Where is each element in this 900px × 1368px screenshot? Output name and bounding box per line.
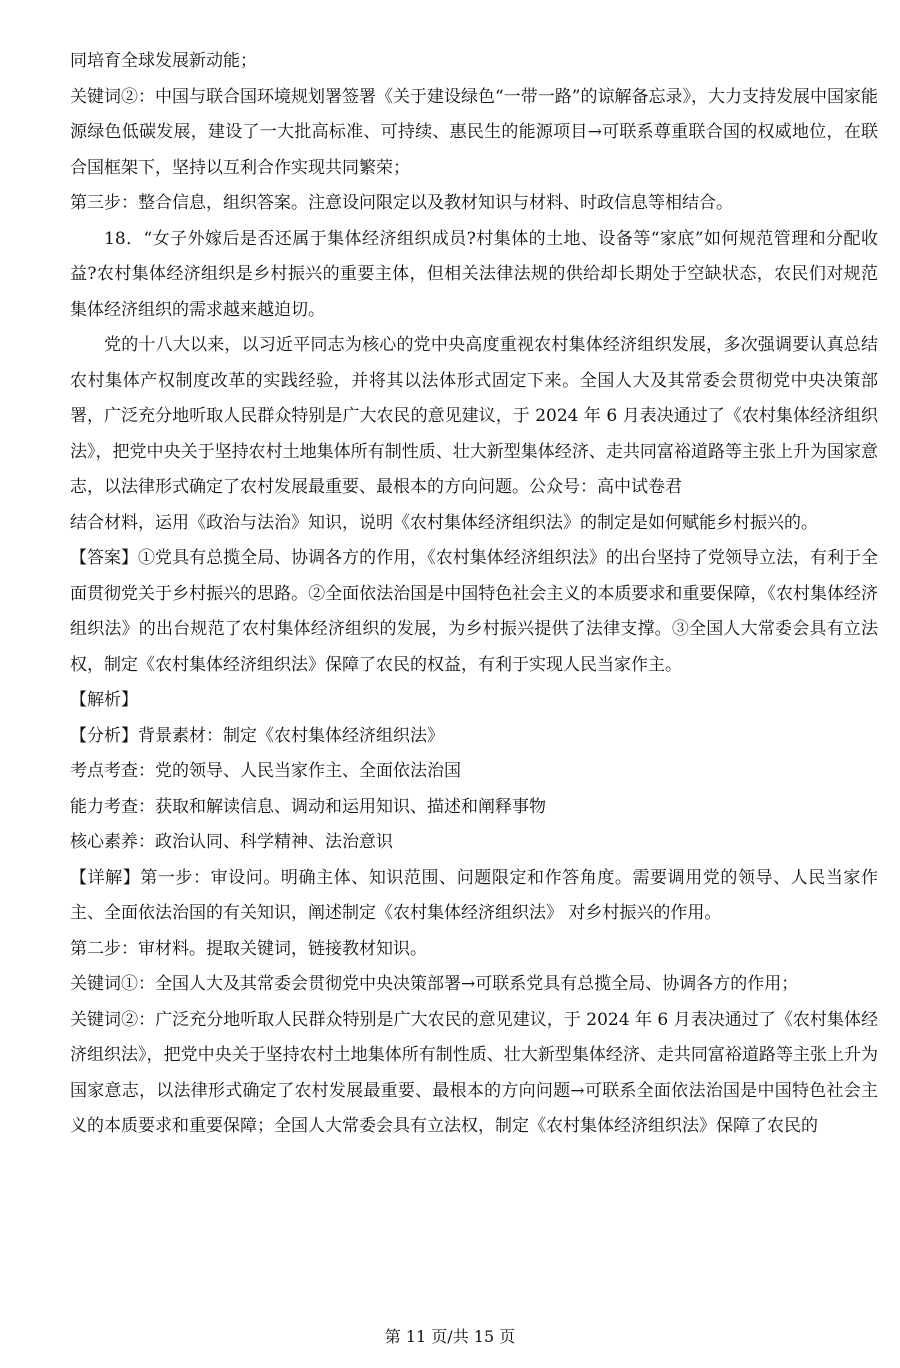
paragraph-analysis-background: 【分析】背景素材：制定《农村集体经济组织法》: [70, 725, 444, 746]
document-body: [70, 44, 878, 1145]
paragraph-detail-step-1: 【详解】第一步：审设问。明确主体、知识范围、问题限定和作答角度。需要调用党的领导、人民当家作主、全面依法治国的有关知识，阐述制定《农村集体经济组织法》 对乡村振兴的作用。: [70, 867, 878, 923]
paragraph-analysis-heading: 【解析】: [70, 690, 138, 710]
paragraph-answer: 【答案】①党具有总揽全局、协调各方的作用，《农村集体经济组织法》的出台坚持了党领导立法，有利于全面贯彻党关于乡村振兴的思路。②全面依法治国是中国特色社会主义的本质要求和重要保障，《农村集体经济组织法》的出台规范了农村集体经济组织的发展，为乡村振兴提供了法律支撑。③全国人大常委会具有立法权，制定《农村集体经济组织法》保障了农民的权益，有利于实现人民当家作主。: [70, 548, 878, 675]
page-footer: 第 11 页/共 15 页: [384, 1327, 516, 1346]
paragraph-question-prompt: 结合材料，运用《政治与法治》知识，说明《农村集体经济组织法》的制定是如何赋能乡村振兴的。: [70, 512, 818, 533]
paragraph-material: 党的十八大以来，以习近平同志为核心的党中央高度重视农村集体经济组织发展，多次强调要认真总结农村集体产权制度改革的实践经验，并将其以法体形式固定下来。全国人大及其常委会贯彻党中央决策部署，广泛充分地听取人民群众特别是广大农民的意见建议，于 2024 年 6 月表决通过了《农村集体经济组织法》，把党中央关于坚持农村土地集体所有制性质、壮大新型集体经济、走共同富裕道路等主张上升为国家意志，以法律形式确定了农村发展最重要、最根本的方向问题。公众号：高中试卷君: [70, 335, 878, 497]
paragraph-keyword-2: 关键词②：广泛充分地听取人民群众特别是广大农民的意见建议，于 2024 年 6 月表决通过了《农村集体经济组织法》，把党中央关于坚持农村土地集体所有制性质、壮大新型集体经济、走共同富裕道路等主张上升为国家意志，以法律形式确定了农村发展最重要、最根本的方向问题→可联系全面依法治国是中国特色社会主义的本质要求和重要保障；全国人大常委会具有立法权，制定《农村集体经济组织法》保障了农民的: [70, 1009, 878, 1136]
paragraph-exam-points: 考点考查：党的领导、人民当家作主、全面依法治国: [70, 761, 461, 781]
paragraph-keyword-2-prev: 关键词②：中国与联合国环境规划署签署《关于建设绿色“一带一路”的谅解备忘录》，大力支持发展中国家能源绿色低碳发展，建设了一大批高标准、可持续、惠民生的能源项目→可联系尊重联合国的权威地位，在联合国框架下，坚持以互利合作实现共同繁荣；: [70, 86, 878, 178]
paragraph-continuation: 同培育全球发展新动能；: [70, 51, 257, 71]
paragraph-keyword-1: 关键词①：全国人大及其常委会贯彻党中央决策部署→可联系党具有总揽全局、协调各方的作用；: [70, 974, 799, 994]
paragraph-core-literacy: 核心素养：政治认同、科学精神、法治意识: [70, 832, 393, 852]
paragraph-step-2: 第二步：审材料。提取关键词，链接教材知识。: [70, 938, 427, 959]
paragraph-ability: 能力考查：获取和解读信息、调动和运用知识、描述和阐释事物: [70, 796, 546, 817]
paragraph-question-18: 18．“女子外嫁后是否还属于集体经济组织成员?村集体的土地、设备等“家底”如何规范管理和分配收益?农村集体经济组织是乡村振兴的重要主体，但相关法律法规的供给却长期处于空缺状态，农民们对规范集体经济组织的需求越来越迫切。: [70, 228, 878, 320]
paragraph-step-3: 第三步：整合信息，组织答案。注意设问限定以及教材知识与材料、时政信息等相结合。: [70, 193, 733, 213]
